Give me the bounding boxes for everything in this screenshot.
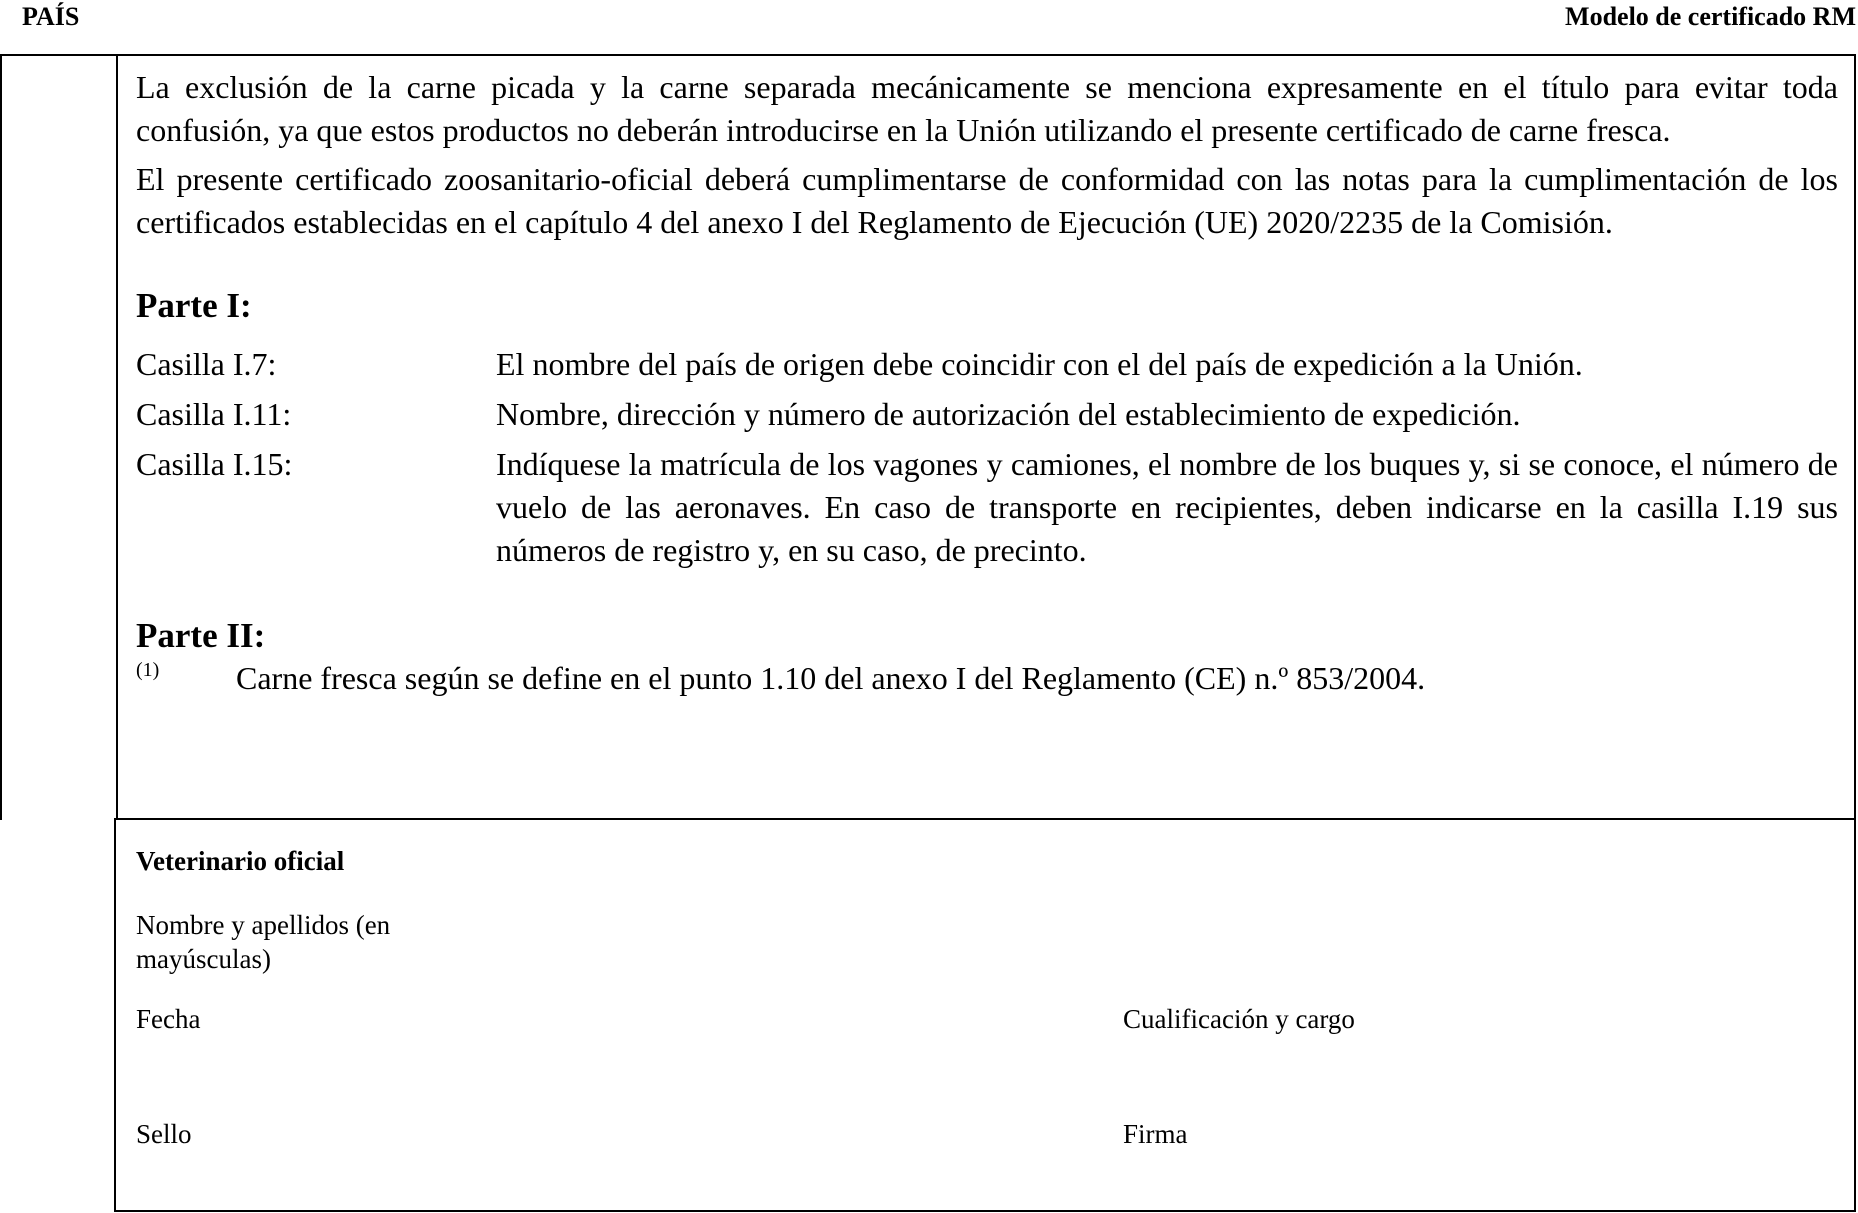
official-veterinarian-title: Veterinario oficial <box>136 846 345 876</box>
box-label: Casilla I.15: <box>136 446 293 482</box>
box-label: Casilla I.7: <box>136 346 277 382</box>
part-1-heading: Parte I: <box>136 286 252 325</box>
footnote-mark: (1) <box>136 659 160 681</box>
footnote <box>136 657 1838 700</box>
qualification-label: Cualificación y cargo <box>1123 1004 1355 1034</box>
signature-label: Firma <box>1123 1119 1188 1149</box>
box-note-row <box>136 343 1838 386</box>
notes-box <box>0 54 1856 820</box>
part-2-heading: Parte II: <box>136 616 266 655</box>
footnote-text: Carne fresca según se define en el punto 1.10 del anexo I del Reglamento (CE) n.º 853/2004. <box>236 660 1426 696</box>
box-text: Nombre, dirección y número de autorización del establecimiento de expedición. <box>496 396 1521 432</box>
signature-box <box>114 818 1856 1212</box>
column-divider <box>116 56 118 820</box>
country-header: PAÍS <box>22 2 80 31</box>
box-note-row <box>136 393 1838 436</box>
certificate-model-header: Modelo de certificado RM <box>1565 2 1856 31</box>
seal-label: Sello <box>136 1119 192 1149</box>
notes-content <box>136 66 1838 700</box>
name-label: Nombre y apellidos (en mayúsculas) <box>136 910 391 974</box>
note-paragraph-2: El presente certificado zoosanitario-oficial deberá cumplimentarse de conformidad con las notas para la cumplimentación de los certificados establecidas en el capítulo 4 del anexo I del Reglamento de Ejecución (UE) 2020/2235 de la Comisión. <box>136 161 1838 240</box>
date-label: Fecha <box>136 1004 201 1034</box>
box-text: Indíquese la matrícula de los vagones y camiones, el nombre de los buques y, si se conoce, el número de vuelo de las aeronaves. En caso de transporte en recipientes, deben indicarse en la casilla I.19 sus números de registro y, en su caso, de precinto. <box>496 446 1838 568</box>
box-note-row <box>136 443 1838 572</box>
box-text: El nombre del país de origen debe coincidir con el del país de expedición a la Unión. <box>496 346 1583 382</box>
box-label: Casilla I.11: <box>136 396 292 432</box>
note-paragraph-1: La exclusión de la carne picada y la carne separada mecánicamente se menciona expresamente en el título para evitar toda confusión, ya que estos productos no deberán introducirse en la Unión utilizando el presente certificado de carne fresca. <box>136 69 1838 148</box>
